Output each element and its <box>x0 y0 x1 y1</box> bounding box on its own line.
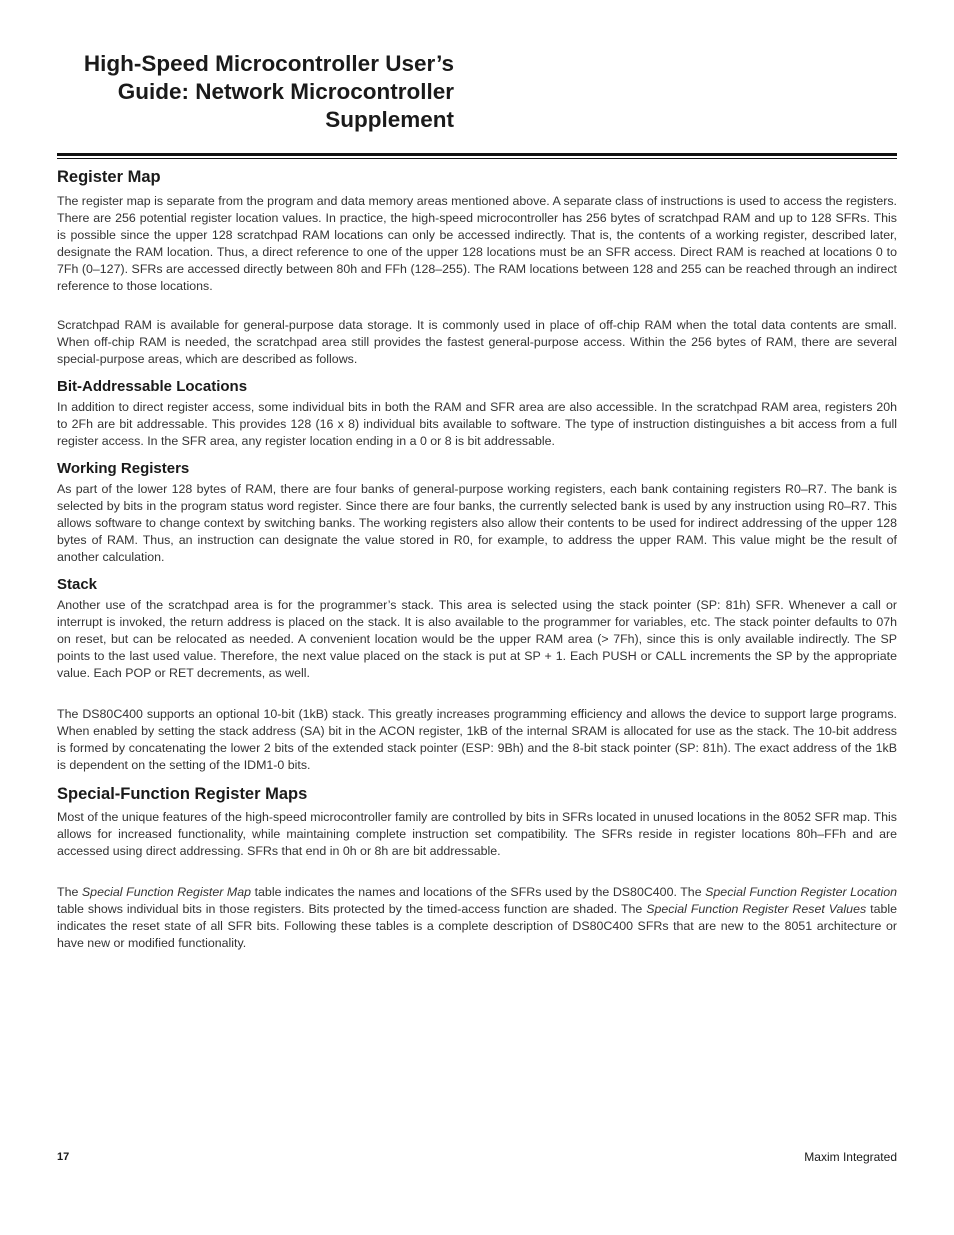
paragraph: Most of the unique features of the high-speed microcontroller family are controlled by bits in SFRs located in unused locations in the 8052 SFR map. This allows for increased functionality, while maintaining complete instruction set compatibility. The SFRs reside in register locations 80h–FFh and are accessed using direct addressing. SFRs that end in 0h or 8h are bit addressable. <box>57 810 897 858</box>
title-rule-thick <box>57 153 897 156</box>
text-run: The <box>57 885 82 899</box>
paragraph <box>57 884 897 952</box>
document-title <box>50 50 454 134</box>
paragraph: As part of the lower 128 bytes of RAM, there are four banks of general-purpose working registers, each bank containing registers R0–R7. The bank is selected by bits in the program status word register. Since there are four banks, the currently selected bank is used by any instruction using R0–R7. This allows software to change context by switching banks. The working registers also allow their contents to be used for indirect addressing of the upper 128 bytes of RAM. Thus, an instruction can designate the value stored in R0, for example, to address the upper RAM. This value might be the result of another calculation. <box>57 482 897 564</box>
subsection-heading: Stack <box>57 576 98 593</box>
paragraph: In addition to direct register access, some individual bits in both the RAM and SFR area are also accessible. In the scratchpad RAM area, registers 20h to 2Fh are bit addressable. This provides 128 (16 x 8) individual bits available to software. The type of instruction distinguishes a bit access from a full register access. In the SFR area, any register location ending in a 0 or 8 is bit addressable. <box>57 400 897 448</box>
text-run: table indicates the reset state of all SFR bits. Following these tables is a complete description of DS80C400 SFRs that are new to the 8051 architecture or have new or modified functionality. <box>57 902 897 950</box>
text-run: table indicates the names and locations of the SFRs used by the DS80C400. The <box>251 885 706 899</box>
section-register-map <box>57 165 897 368</box>
title-line: High-Speed Microcontroller User’s <box>83 51 454 76</box>
title-line: Supplement <box>325 107 454 132</box>
paragraph: The register map is separate from the program and data memory areas mentioned above. A separate class of instructions is used to access the registers. There are 256 potential register location values. In practice, the high-speed microcontroller has 256 bytes of scratchpad RAM and up to 128 SFRs. This is possible since the upper 128 scratchpad RAM locations can only be accessed indirectly. That is, the contents of a working register, described later, designate the RAM location. Thus, a direct reference to one of the upper 128 locations must be an SFR access. Direct RAM is reached at locations 0 to 7Fh (0–127). SFRs are accessed directly between 80h and FFh (128–255). The RAM locations between 128 and 255 can be reached through an indirect reference to those locations. <box>57 194 897 293</box>
page-body <box>57 163 897 952</box>
page-number: 17 <box>57 1151 70 1163</box>
paragraph: Scratchpad RAM is available for general-purpose data storage. It is commonly used in place of off-chip RAM when the total data contents are small. When off-chip RAM is needed, the scratchpad area still provides the fastest general-purpose access. Within the 256 bytes of RAM, there are several special-purpose areas, which are described as follows. <box>57 318 897 366</box>
table-reference: Special Function Register Reset Values <box>646 902 867 916</box>
paragraph: The DS80C400 supports an optional 10-bit (1kB) stack. This greatly increases programming efficiency and allows the device to support large programs. When enabled by setting the stack address (SA) bit in the ACON register, 1kB of the internal SRAM is allocated for use as the stack. The 10-bit address is formed by concatenating the lower 2 bits of the extended stack pointer (ESP: 9Bh) and the 8-bit stack pointer (SP: 81h). The exact address of the 1kB is dependent on the setting of the IDM1-0 bits. <box>57 707 897 772</box>
section-working-registers <box>57 458 897 566</box>
section-stack <box>57 574 897 774</box>
subsection-heading: Working Registers <box>57 460 190 477</box>
section-heading: Register Map <box>57 168 161 186</box>
table-reference: Special Function Register Location <box>705 885 897 899</box>
section-sfr-maps <box>57 782 897 952</box>
section-bit-addressable <box>57 376 897 450</box>
subsection-heading: Bit-Addressable Locations <box>57 378 248 395</box>
text-run: table shows individual bits in those registers. Bits protected by the timed-access function are shaded. The <box>57 902 647 916</box>
section-heading: Special-Function Register Maps <box>57 785 308 803</box>
paragraph: Another use of the scratchpad area is for the programmer’s stack. This area is selected using the stack pointer (SP: 81h) SFR. Whenever a call or interrupt is invoked, the return address is placed on the stack. It is also available to the programmer for variables, etc. The stack pointer defaults to 07h on reset, but can be relocated as needed. A convenient location would be the upper RAM area (> 7Fh), since this is only available indirectly. The SP points to the last used value. Therefore, the next value placed on the stack is put at SP + 1. Each PUSH or CALL increments the SP by the appropriate value. Each POP or RET decrements, as well. <box>57 598 897 680</box>
title-rule-thin <box>57 158 897 159</box>
title-line: Guide: Network Microcontroller <box>117 79 454 104</box>
company-name: Maxim Integrated <box>804 1150 897 1164</box>
table-reference: Special Function Register Map <box>81 885 252 899</box>
